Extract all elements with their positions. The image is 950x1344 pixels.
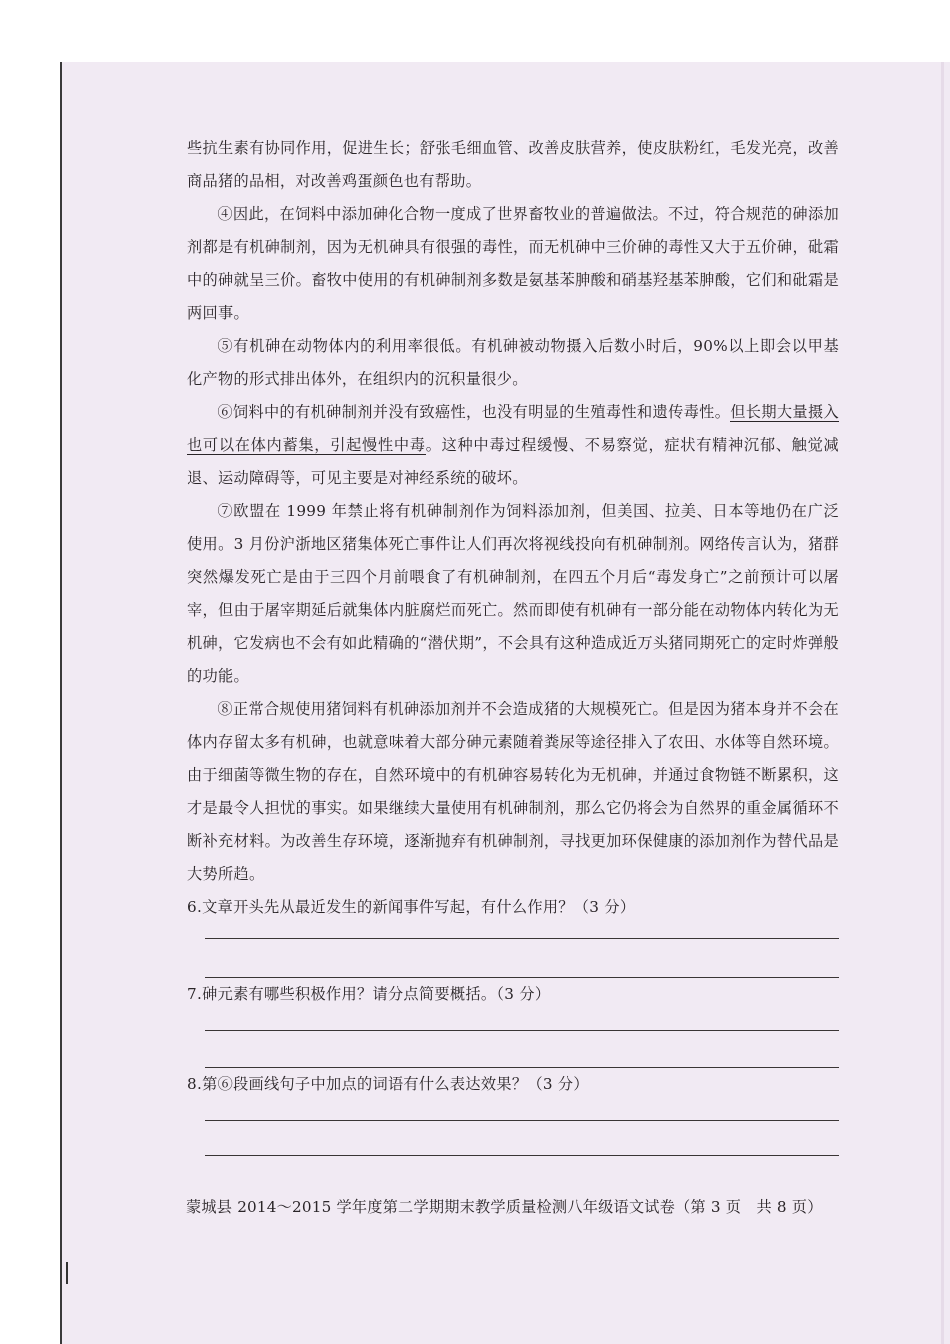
answer-line-q8-1[interactable] (205, 1120, 839, 1121)
paragraph-8: ⑧正常合规使用猪饲料有机砷添加剂并不会造成猪的大规模死亡。但是因为猪本身并不会在体内存留太多有机砷，也就意味着大部分砷元素随着粪尿等途径排入了农田、水体等自然环境。由于细菌等微生物的存在，自然环境中的有机砷容易转化为无机砷，并通过食物链不断累积，这才是最令人担忧的事实。如果继续大量使用有机砷制剂，那么它仍将会为自然界的重金属循环不断补充材料。为改善生存环境，逐渐抛弃有机砷制剂，寻找更加环保健康的添加剂作为替代品是大势所趋。 (187, 700, 839, 883)
scan-mark (66, 1262, 68, 1284)
paragraph-6 (187, 396, 839, 495)
question-8: 8.第⑥段画线句子中加点的词语有什么表达效果？（3 分） (187, 1075, 589, 1093)
paragraph-6-part-b: 。这种中毒过程缓慢、不易察觉，症状有精神沉郁、触觉减退、运动障碍等，可见主要是对神经系统的破坏。 (187, 436, 839, 487)
answer-line-q8-2[interactable] (205, 1155, 839, 1156)
paragraph-4: ④因此，在饲料中添加砷化合物一度成了世界畜牧业的普遍做法。不过，符合规范的砷添加剂都是有机砷制剂，因为无机砷具有很强的毒性，而无机砷中三价砷的毒性又大于五价砷，砒霜中的砷就呈三价。畜牧中使用的有机砷制剂多数是氨基苯胂酸和硝基羟基苯胂酸，它们和砒霜是两回事。 (187, 205, 839, 322)
paragraph-continued: 些抗生素有协同作用，促进生长；舒张毛细血管、改善皮肤营养，使皮肤粉红，毛发光亮，改善商品猪的品相，对改善鸡蛋颜色也有帮助。 (187, 139, 839, 190)
answer-line-q7-1[interactable] (205, 1030, 839, 1031)
article-body (187, 132, 839, 1156)
question-7: 7.砷元素有哪些积极作用？请分点简要概括。（3 分） (187, 985, 551, 1003)
paragraph-6-part-a: ⑥饲料中的有机砷制剂并没有致癌性，也没有明显的生殖毒性和遗传毒性。 (217, 403, 731, 421)
paragraph-5: ⑤有机砷在动物体内的利用率很低。有机砷被动物摄入后数小时后，90%以上即会以甲基化产物的形式排出体外，在组织内的沉积量很少。 (187, 337, 839, 388)
page-edge (941, 62, 944, 1344)
question-6: 6.文章开头先从最近发生的新闻事件写起，有什么作用？（3 分） (187, 898, 636, 916)
page-footer: 蒙城县 2014～2015 学年度第二学期期末教学质量检测八年级语文试卷（第 3 页 共 8 页） (186, 1198, 823, 1216)
paragraph-7: ⑦欧盟在 1999 年禁止将有机砷制剂作为饲料添加剂，但美国、拉美、日本等地仍在广泛使用。3 月份沪浙地区猪集体死亡事件让人们再次将视线投向有机砷制剂。网络传言认为，猪群突然爆发死亡是由于三四个月前喂食了有机砷制剂，在四五个月后“毒发身亡”之前预计可以屠宰，但由于屠宰期延后就集体内脏腐烂而死亡。然而即使有机砷有一部分能在动物体内转化为无机砷，它发病也不会有如此精确的“潜伏期”，不会具有这种造成近万头猪同期死亡的定时炸弹般的功能。 (187, 502, 839, 685)
underlined-sentence: 但长期大量摄入也可以在体内蓄集，引起慢性中毒 (187, 403, 839, 454)
answer-line-q6-1[interactable] (205, 938, 839, 939)
